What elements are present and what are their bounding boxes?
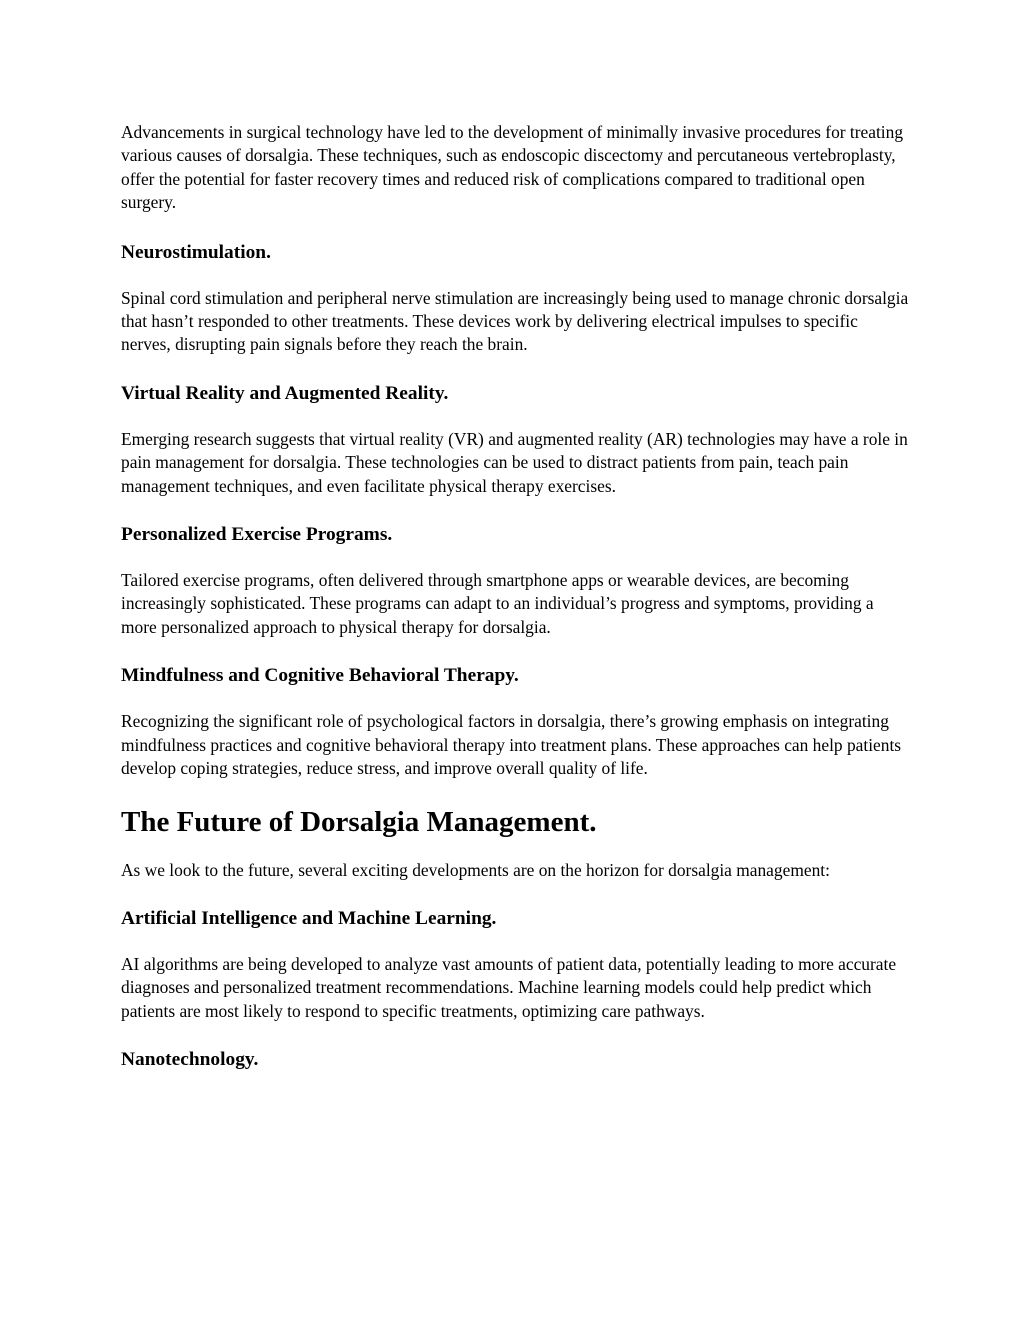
section-body-neurostimulation: Spinal cord stimulation and peripheral nerve stimulation are increasingly being used to manage chronic dorsalgia that hasn’t responded to other treatments. These devices work by delivering electrical impulses to specific nerves, disrupting pain signals before they reach the brain. bbox=[121, 287, 909, 355]
document-page bbox=[121, 119, 911, 1072]
section-body-mindfulness-cbt: Recognizing the significant role of psychological factors in dorsalgia, there’s growing emphasis on integrating mindfulness practices and cognitive behavioral therapy into treatment plans. These approaches can help patients develop coping strategies, reduce stress, and improve overall quality of life. bbox=[121, 711, 902, 779]
main-heading: The Future of Dorsalgia Management. bbox=[121, 805, 597, 838]
section-body-vr-ar: Emerging research suggests that virtual reality (VR) and augmented reality (AR) technologies may have a role in pain management for dorsalgia. These technologies can be used to distract patients from pain, teach pain management techniques, and even facilitate physical therapy exercises. bbox=[121, 428, 908, 496]
section-heading-nanotechnology: Nanotechnology. bbox=[121, 1049, 259, 1071]
main-intro-paragraph: As we look to the future, several exciting developments are on the horizon for dorsalgia management: bbox=[121, 859, 830, 880]
section-body-ai-ml: AI algorithms are being developed to analyze vast amounts of patient data, potentially leading to more accurate diagnoses and personalized treatment recommendations. Machine learning models could help predict which patients are most likely to respond to specific treatments, optimizing care pathways. bbox=[121, 953, 897, 1021]
section-heading-neurostimulation: Neurostimulation. bbox=[121, 241, 271, 263]
intro-paragraph: Advancements in surgical technology have led to the development of minimally invasive procedures for treating various causes of dorsalgia. These techniques, such as endoscopic discectomy and percutaneous vertebroplasty, offer the potential for faster recovery times and reduced risk of complications compared to traditional open surgery. bbox=[121, 122, 904, 213]
section-body-personalized-exercise: Tailored exercise programs, often delivered through smartphone apps or wearable devices, are becoming increasingly sophisticated. These programs can adapt to an individual’s progress and symptoms, providing a more personalized approach to physical therapy for dorsalgia. bbox=[121, 570, 874, 637]
section-heading-personalized-exercise: Personalized Exercise Programs. bbox=[121, 524, 393, 546]
section-heading-mindfulness-cbt: Mindfulness and Cognitive Behavioral Therapy. bbox=[121, 665, 519, 687]
section-heading-vr-ar: Virtual Reality and Augmented Reality. bbox=[121, 382, 449, 404]
section-heading-ai-ml: Artificial Intelligence and Machine Learning. bbox=[121, 907, 497, 929]
